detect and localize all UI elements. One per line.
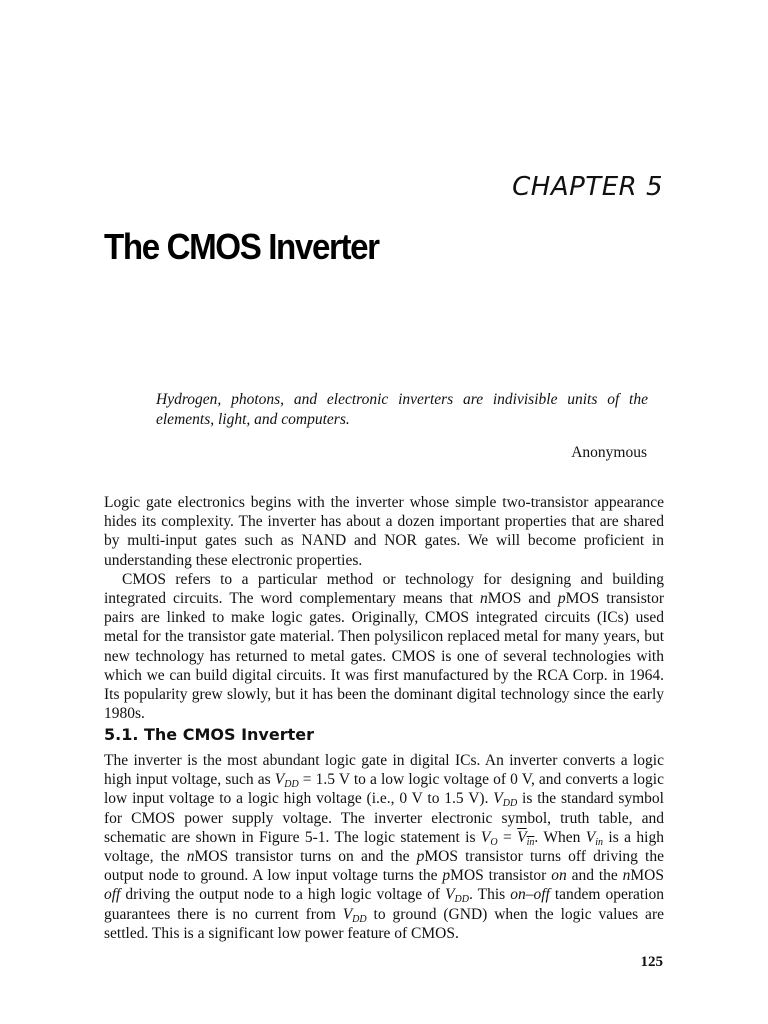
section-text	[104, 751, 664, 943]
section-paragraph: The inverter is the most abundant logic gate in digital ICs. An inverter converts a logic high input voltage, such as $V_{DD} = 1.5$ V to a low logic voltage of 0 V, and converts a logic low input voltage to a logic high voltage (i.e., 0 V to 1.5 V). $V_{DD}$ is the standard symbol for CMOS power supply voltage. The inverter electronic symbol, truth table, and schematic are shown in Figure 5-1. The logic statement is $V_O = V_{in}$. When $V_{in}$ is a high voltage, the nMOS transistor turns on and the pMOS transistor turns off driving the output node to ground. A low input voltage turns the pMOS transistor on and the nMOS off driving the output node to a high logic voltage of $V_{DD}$. This on–off tandem operation guarantees there is no current from $V_{DD}$ to ground (GND) when the logic values are settled. This is a significant low power feature of CMOS.	[104, 752, 665, 942]
intro-text	[104, 493, 664, 723]
section-heading: 5.1. The CMOS Inverter	[104, 725, 314, 744]
chapter-title: The CMOS Inverter	[104, 226, 379, 267]
intro-paragraph-2: CMOS refers to a particular method or technology for designing and building integrated circuits. The word complementary means that nMOS and pMOS transistor pairs are linked to make logic gates. Originally, CMOS integrated circuits (ICs) used metal for the transistor gate material. Then polysilicon replaced metal for many years, but new technology has returned to metal gates. CMOS is one of several technologies with which we can build digital circuits. It was first manufactured by the RCA Corp. in 1964. Its popularity grew slowly, but it has been the dominant digital technology since the early 1980s.	[104, 570, 664, 723]
intro-paragraph-1: Logic gate electronics begins with the inverter whose simple two-transistor appearance hides its complexity. The inverter has about a dozen important properties that are shared by multi-input gates such as NAND and NOR gates. We will become proficient in understanding these electronic properties.	[104, 494, 664, 569]
epigraph-author: Anonymous	[571, 444, 647, 461]
page-number: 125	[640, 954, 663, 970]
epigraph-quote: Hydrogen, photons, and electronic inverters are indivisible units of the elements, light, and computers.	[156, 391, 648, 428]
chapter-label: CHAPTER 5	[512, 172, 663, 202]
